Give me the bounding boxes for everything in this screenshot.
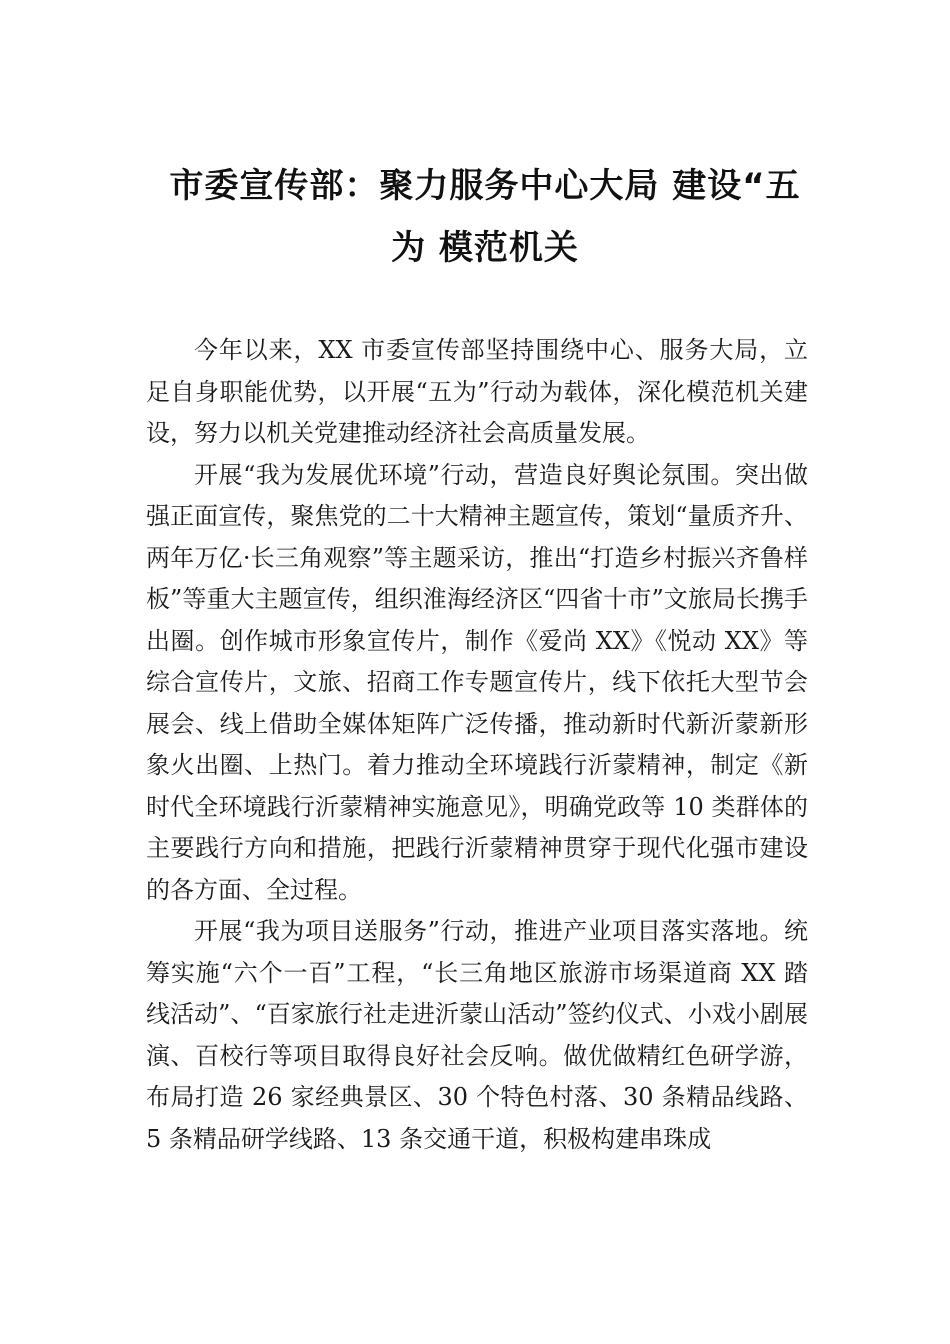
paragraph-intro: 今年以来，XX 市委宣传部坚持围绕中心、服务大局，立足自身职能优势，以开展“五为”行动为载体，深化模范机关建设，努力以机关党建推动经济社会高质量发展。 — [146, 336, 808, 447]
document-body — [146, 330, 808, 1160]
document-title: 市委宣传部：聚力服务中心大局 建设“五为 模范机关 — [169, 166, 801, 268]
paragraph-environment: 开展“我为发展优环境”行动，营造良好舆论氛围。突出做强正面宣传，聚焦党的二十大精神主题宣传，策划“量质齐升、两年万亿·长三角观察”等主题采访，推出“打造乡村振兴齐鲁样板”等重大主题宣传，组织淮海经济区“四省十市”文旅局长携手出圈。创作城市形象宣传片，制作《爱尚 XX》《悦动 XX》等综合宣传片，文旅、招商工作专题宣传片，线下依托大型节会展会、线上借助全媒体矩阵广泛传播，推动新时代新沂蒙新形象火出圈、上热门。着力推动全环境践行沂蒙精神，制定《新时代全环境践行沂蒙精神实施意见》，明确党政等 10 类群体的主要践行方向和措施，把践行沂蒙精神贯穿于现代化强市建设的各方面、全过程。 — [146, 460, 808, 904]
paragraph-project-service: 开展“我为项目送服务”行动，推进产业项目落实落地。统筹实施“六个一百”工程，“长三角地区旅游市场渠道商 XX 踏线活动”、“百家旅行社走进沂蒙山活动”签约仪式、小戏小剧展演、百校行等项目取得良好社会反响。做优做精红色研学游，布局打造 26 家经典景区、30 个特色村落、30 条精品线路、5 条精品研学线路、13 条交通干道，积极构建串珠成 — [146, 917, 808, 1153]
